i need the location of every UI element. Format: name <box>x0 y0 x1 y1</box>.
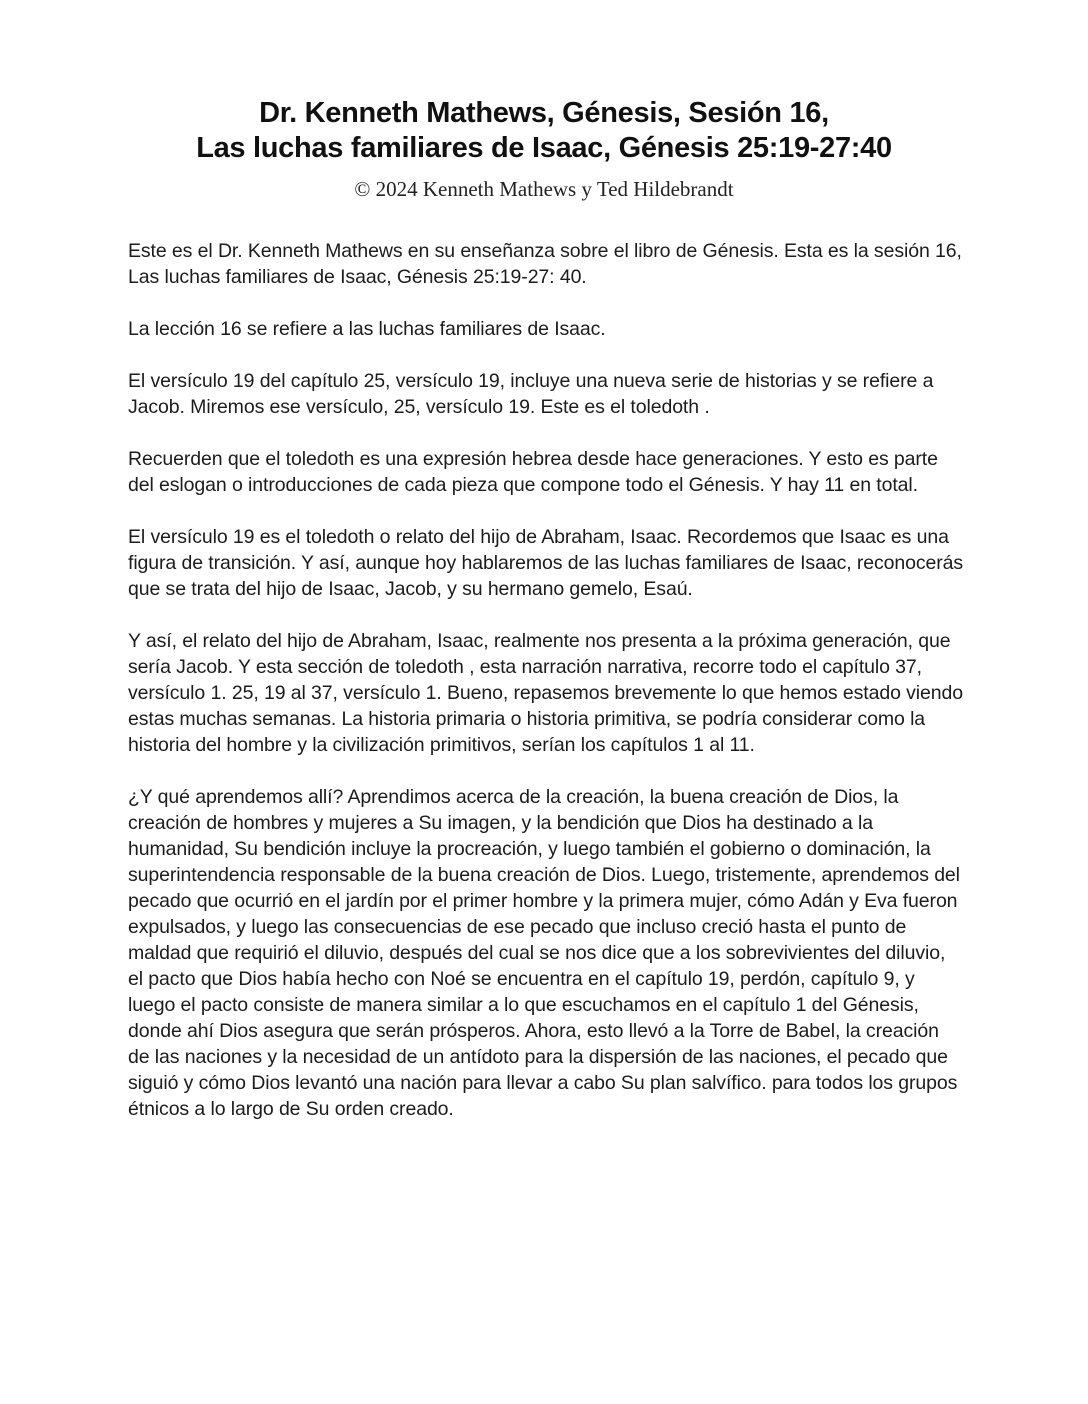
paragraph: Y así, el relato del hijo de Abraham, Isaac, realmente nos presenta a la próxima generación, que sería Jacob. Y esta sección de toledoth , esta narración narrativa, recorre todo el capítulo 37, versículo 1. 25, 19 al 37, versículo 1. Bueno, repasemos brevemente lo que hemos estado viendo estas muchas semanas. La historia primaria o historia primitiva, se podría considerar como la historia del hombre y la civilización primitivos, serían los capítulos 1 al 11. <box>128 629 964 756</box>
document-body <box>128 238 964 1122</box>
paragraph: El versículo 19 es el toledoth o relato del hijo de Abraham, Isaac. Recordemos que Isaac es una figura de transición. Y así, aunque hoy hablaremos de las luchas familiares de Isaac, reconocerás que se trata del hijo de Isaac, Jacob, y su hermano gemelo, Esaú. <box>128 525 964 600</box>
paragraph: Recuerden que el toledoth es una expresión hebrea desde hace generaciones. Y esto es parte del eslogan o introducciones de cada pieza que compone todo el Génesis. Y hay 11 en total. <box>128 447 938 496</box>
paragraph: Este es el Dr. Kenneth Mathews en su enseñanza sobre el libro de Génesis. Esta es la sesión 16, Las luchas familiares de Isaac, Génesis 25:19-27: 40. <box>128 239 962 288</box>
paragraph: La lección 16 se refiere a las luchas familiares de Isaac. <box>128 317 606 340</box>
paragraph: ¿Y qué aprendemos allí? Aprendimos acerca de la creación, la buena creación de Dios, la creación de hombres y mujeres a Su imagen, y la bendición que Dios ha destinado a la humanidad, Su bendición incluye la procreación, y luego también el gobierno o dominación, la superintendencia responsable de la buena creación de Dios. Luego, tristemente, aprendemos del pecado que ocurrió en el jardín por el primer hombre y la primera mujer, cómo Adán y Eva fueron expulsados, y luego las consecuencias de ese pecado que incluso creció hasta el punto de maldad que requirió el diluvio, después del cual se nos dice que a los sobrevivientes del diluvio, el pacto que Dios había hecho con Noé se encuentra en el capítulo 19, perdón, capítulo 9, y luego el pacto consiste de manera similar a lo que escuchamos en el capítulo 1 del Génesis, donde ahí Dios asegura que serán prósperos. Ahora, esto llevó a la Torre de Babel, la creación de las naciones y la necesidad de un antídoto para la dispersión de las naciones, el pecado que siguió y cómo Dios levantó una nación para llevar a cabo Su plan salvífico. para todos los grupos étnicos a lo largo de Su orden creado. <box>128 785 960 1120</box>
copyright-line: © 2024 Kenneth Mathews y Ted Hildebrandt <box>354 176 734 201</box>
page-title-line1: Dr. Kenneth Mathews, Génesis, Sesión 16, <box>259 97 829 129</box>
page-title <box>60 96 1028 167</box>
paragraph: El versículo 19 del capítulo 25, versículo 19, incluye una nueva serie de historias y se refiere a Jacob. Miremos ese versículo, 25, versículo 19. Este es el toledoth . <box>128 369 934 418</box>
page-title-line2: Las luchas familiares de Isaac, Génesis 25:19-27:40 <box>196 132 892 165</box>
